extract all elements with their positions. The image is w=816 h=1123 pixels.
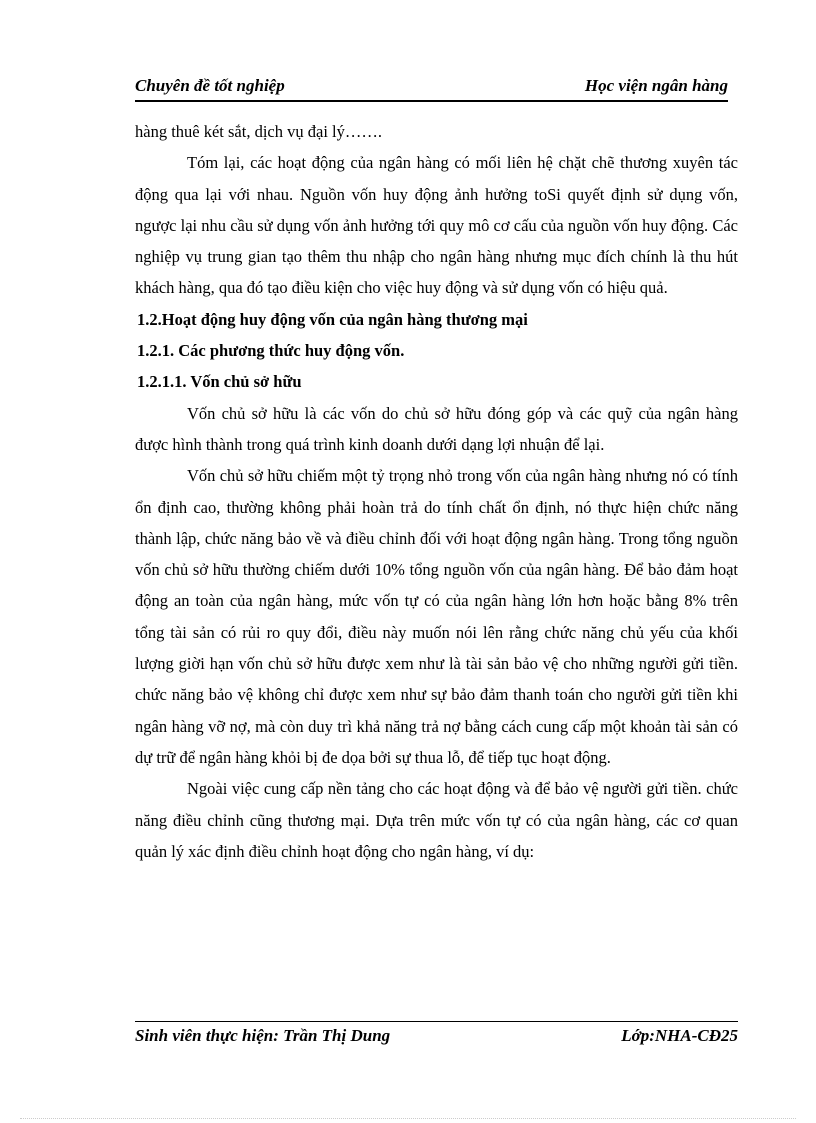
- page-bottom-edge: [20, 1118, 796, 1119]
- footer-class-code: Lớp:NHA-CĐ25: [621, 1026, 738, 1045]
- paragraph-summary: Tóm lại, các hoạt động của ngân hàng có mối liên hệ chặt chẽ thương xuyên tác động qua lại với nhau. Nguồn vốn huy động ảnh hưởng toSi quyết định sử dụng vốn, ngược lại nhu cầu sử dụng vốn ảnh hưởng tới quy mô cơ cấu của nguồn vốn huy động. Các nghiệp vụ trung gian tạo thêm thu nhập cho ngân hàng nhưng mục đích chính là thu hút khách hàng, qua đó tạo điều kiện cho việc huy động và sử dụng vốn có hiệu quả.: [135, 153, 738, 298]
- header-institution: Học viện ngân hàng: [584, 76, 728, 95]
- section-heading-1-2-1: 1.2.1. Các phương thức huy động vốn.: [137, 341, 405, 361]
- paragraph-continuation: hàng thuê két sắt, dịch vụ đại lý…….: [135, 122, 382, 141]
- paragraph-equity-definition: Vốn chủ sở hữu là các vốn do chủ sở hữu đóng góp và các quỹ của ngân hàng được hình thành trong quá trình kinh doanh dưới dạng lợi nhuận để lại.: [135, 403, 738, 454]
- page-footer: [135, 1021, 738, 1048]
- section-heading-1-2: 1.2.Hoạt động huy động vốn của ngân hàng thương mại: [137, 309, 528, 329]
- header-document-type: Chuyên đề tốt nghiệp: [135, 76, 285, 95]
- section-heading-1-2-1-1: 1.2.1.1. Vốn chủ sở hữu: [137, 372, 302, 392]
- footer-student-name: Sinh viên thực hiện: Trần Thị Dung: [135, 1026, 391, 1045]
- paragraph-regulatory-function: Ngoài việc cung cấp nền tảng cho các hoạt động và để bảo vệ người gửi tiền. chức năng điều chỉnh cũng thương mại. Dựa trên mức vốn tự có của ngân hàng, các cơ quan quản lý xác định điều chỉnh hoạt động cho ngân hàng, ví dụ:: [135, 779, 738, 861]
- paragraph-equity-role: Vốn chủ sở hữu chiếm một tỷ trọng nhỏ trong vốn của ngân hàng nhưng nó có tính ổn định cao, thường không phải hoàn trả do tính chất ổn định, nó thực hiện chức năng thành lập, chức năng bảo về và điều chỉnh đối với hoạt động ngân hàng. Trong tổng nguồn vốn chủ sở hữu thường chiếm dưới 10% tổng nguồn vốn của ngân hàng. Để bảo đảm hoạt động an toàn của ngân hàng, mức vốn tự có của ngân hàng lớn hơn hoặc bằng 8% trên tổng tài sản có rủi ro quy đổi, điều này muốn nói lên rằng chức năng chủ yếu của khối lượng giời hạn vốn chủ sở hữu được xem như là tài sản bảo vệ cho những người gửi tiền. chức năng bảo vệ không chỉ được xem như sự bảo đảm thanh toán cho người gửi tiền khi ngân hàng vỡ nợ, mà còn duy trì khả năng trả nợ bằng cách cung cấp một khoản tài sản có dự trữ để ngân hàng khỏi bị đe dọa bởi sự thua lỗ, để tiếp tục hoạt động.: [135, 466, 738, 767]
- page-header: [135, 74, 728, 102]
- page-body: [135, 116, 738, 867]
